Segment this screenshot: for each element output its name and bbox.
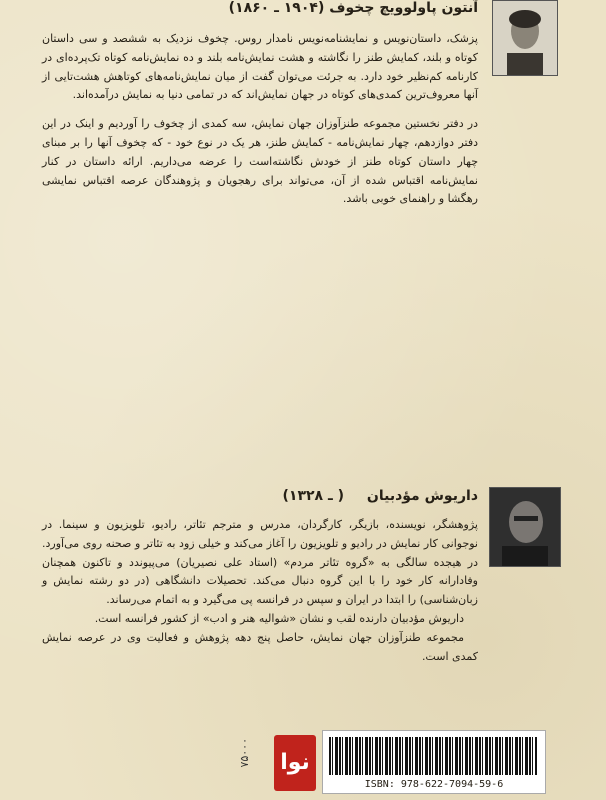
isbn-text: ISBN: 978-622-7094-59-6 xyxy=(364,779,504,790)
author1-photo xyxy=(492,0,558,76)
author2-paragraph: مجموعه طنزآوزان جهان نمایش، حاصل پنج دهه پژوهش و فعالیت وی در عرصه نمایش کمدی است. xyxy=(42,630,478,663)
price-label: ۷۵۰۰۰ xyxy=(238,738,251,768)
author2-photo xyxy=(489,487,561,567)
author1-title xyxy=(229,0,478,16)
author1-paragraph: پزشک، داستان‌نویس و نمایشنامه‌نویس نامدار روس. چخوف نزدیک به ششصد و سی داستان کوتاه و بلند، کمایش طنز را نگاشته و هشت نمایش‌نامه بلند و ده نمایش‌نامه کوتاه تک‌پرده‌ای در کارنامه کم‌نظیر خود دارد. به جرئت می‌توان گفت از میان نمایش‌نامه‌های کوتاهش هشت‌تایی از آنها معروف‌ترین کمدی‌های کوتاه در جهان نمایش‌اند که در تمامی دنیا به نمایش درآمده‌اند. xyxy=(42,32,478,102)
barcode-bars xyxy=(329,737,537,775)
author1-bio xyxy=(42,30,478,209)
publisher-logo: نوا xyxy=(274,735,316,791)
author2-bio xyxy=(42,516,478,666)
author1-dates: (۱۹۰۴ ـ ۱۸۶۰) xyxy=(228,0,325,16)
author2-paragraph: داریوش مؤدبیان دارنده لقب و نشان «شوالیه هنر و ادب» از کشور فرانسه است. xyxy=(94,611,464,625)
author1-paragraph: در دفتر نخستین مجموعه طنزآوزان جهان نمایش، سه کمدی از چخوف را آوردیم و اینک در این دفتر دوازدهم، چهار نمایش‌نامه - کمایش طنز، هر یک در نوع خود - که چخوف آنها را بر مبنای چهار داستان کوتاه طنز از خودش نگاشته‌است را عرضه می‌داریم. ارائه داستان در کنار نمایش‌نامه اقتباس شده از آن، می‌تواند برای رهجویان و پژوهندگان عرصه اقتباس نمایشی رهگشا و راهنمای خوبی باشد. xyxy=(42,117,478,206)
author2-name: داریوش مؤدبیان xyxy=(366,488,478,504)
author2-title xyxy=(283,488,478,504)
barcode xyxy=(322,730,546,794)
author2-dates: ( ـ ۱۳۲۸) xyxy=(282,488,345,504)
author2-paragraph: پژوهشگر، نویسنده، بازیگر، کارگردان، مدرس و مترجم تئاتر، رادیو، تلویزیون و سینما. در نوجوانی کار نمایش در رادیو و تلویزیون را آغاز می‌کند و خیلی زود به تئاتر و صحنه روی می‌آورد. در هیجده سالگی به «گروه تئاتر مردم» (استاد علی نصیریان) می‌پیوندد و تاکنون همچنان وفادارانه کار خود را با این گروه دنبال می‌کند. تحصیلات دانشگاهی (در دو رشته نمایش و زبان‌شناسی) را ابتدا در ایران و سپس در فرانسه پی می‌گیرد و به اتمام می‌رساند. xyxy=(42,518,478,607)
author1-name: آنتون پاولوویچ چخوف xyxy=(329,0,478,16)
